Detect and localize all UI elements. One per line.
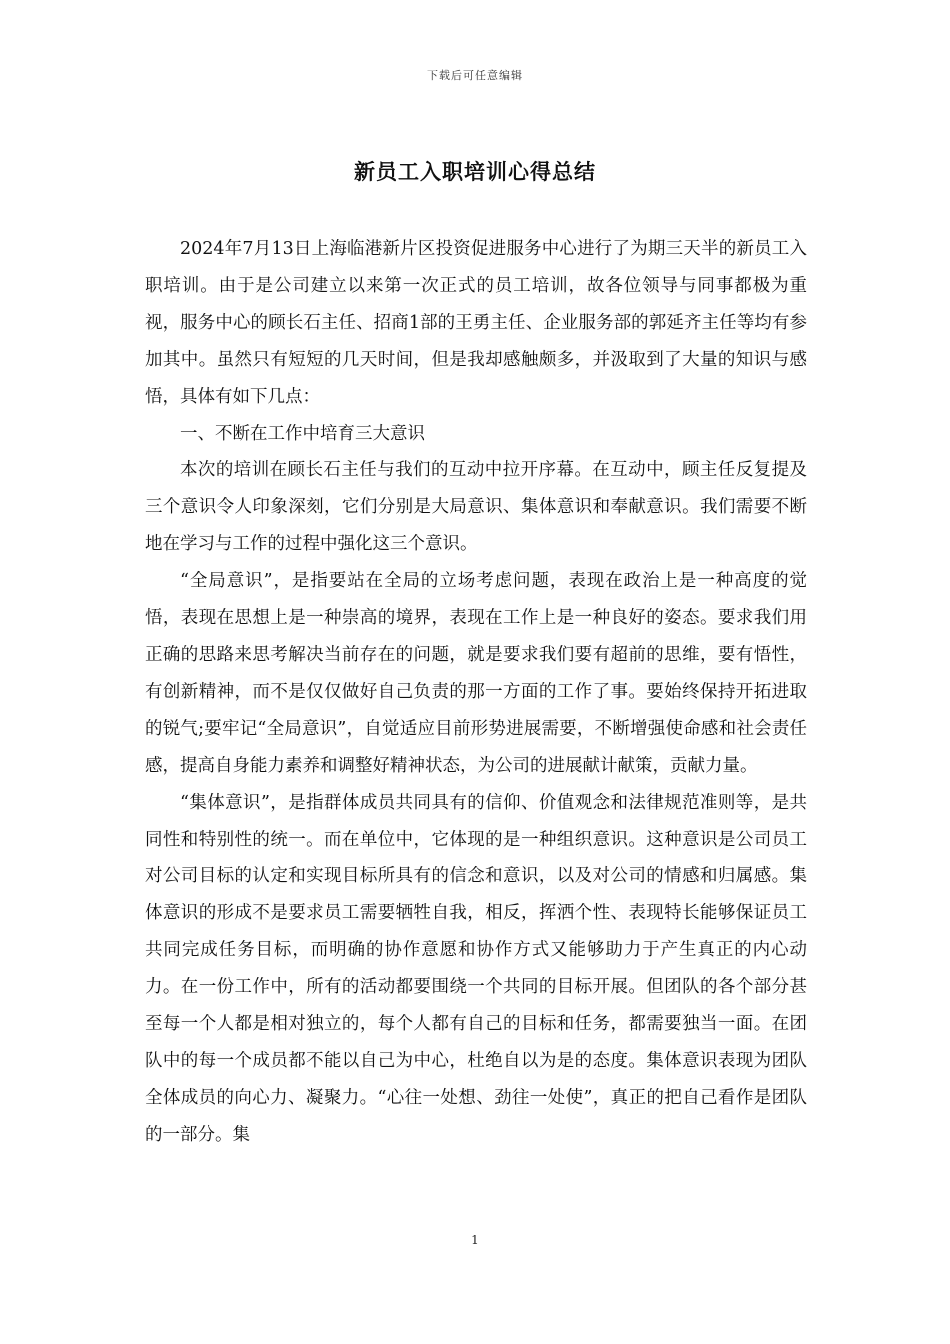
page-header-note: 下载后可任意编辑	[427, 69, 523, 82]
body-paragraph: 2024年7月13日上海临港新片区投资促进服务中心进行了为期三天半的新员工入职培训。由于是公司建立以来第一次正式的员工培训，故各位领导与同事都极为重视，服务中心的顾长石主任、招商1部的王勇主任、企业服务部的郭延齐主任等均有参加其中。虽然只有短短的几天时间，但是我却感触颇多，并汲取到了大量的知识与感悟，具体有如下几点：	[145, 239, 807, 407]
body-paragraph: “全局意识”，是指要站在全局的立场考虑问题，表现在政治上是一种高度的觉悟，表现在思想上是一种崇高的境界，表现在工作上是一种良好的姿态。要求我们用正确的思路来思考解决当前存在的问题，就是要求我们要有超前的思维，要有悟性，有创新精神，而不是仅仅做好自己负责的那一方面的工作了事。要始终保持开拓进取的锐气;要牢记“全局意识”，自觉适应目前形势进展需要，不断增强使命感和社会责任感，提高自身能力素养和调整好精神状态，为公司的进展献计献策，贡献力量。	[145, 571, 807, 776]
section-heading: 一、不断在工作中培育三大意识	[180, 423, 425, 444]
page-number: 1	[471, 1233, 479, 1247]
body-paragraph: 本次的培训在顾长石主任与我们的互动中拉开序幕。在互动中，顾主任反复提及三个意识令人印象深刻，它们分别是大局意识、集体意识和奉献意识。我们需要不断地在学习与工作的过程中强化这三个意识。	[145, 460, 807, 555]
document-title: 新员工入职培训心得总结	[354, 159, 596, 184]
document-body	[145, 231, 807, 1154]
body-paragraph: “集体意识”，是指群体成员共同具有的信仰、价值观念和法律规范准则等，是共同性和特别性的统一。而在单位中，它体现的是一种组织意识。这种意识是公司员工对公司目标的认定和实现目标所具有的信念和意识，以及对公司的情感和归属感。集体意识的形成不是要求员工需要牺牲自我，相反，挥洒个性、表现特长能够保证员工共同完成任务目标，而明确的协作意愿和协作方式又能够助力于产生真正的内心动力。在一份工作中，所有的活动都要围绕一个共同的目标开展。但团队的各个部分甚至每一个人都是相对独立的，每个人都有自己的目标和任务，都需要独当一面。在团队中的每一个成员都不能以自己为中心，杜绝自以为是的态度。集体意识表现为团队全体成员的向心力、凝聚力。“心往一处想、劲往一处使”，真正的把自己看作是团队的一部分。集	[145, 792, 807, 1145]
